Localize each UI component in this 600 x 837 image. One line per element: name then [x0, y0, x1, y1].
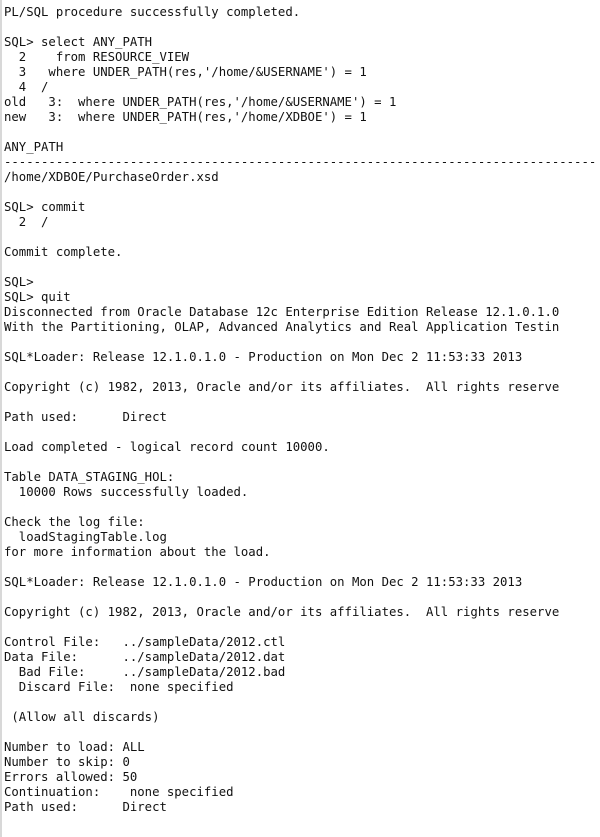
terminal-line: new 3: where UNDER_PATH(res,'/home/XDBOE') = 1 — [4, 110, 367, 124]
terminal-line — [4, 620, 596, 635]
terminal-line: SQL> select ANY_PATH — [4, 35, 153, 49]
terminal-line: SQL> commit — [4, 200, 86, 214]
terminal-line — [4, 335, 596, 350]
terminal-line: PL/SQL procedure successfully completed. — [4, 5, 301, 19]
terminal-line — [4, 455, 596, 470]
terminal-line: /home/XDBOE/PurchaseOrder.xsd — [4, 170, 219, 184]
terminal-line — [4, 395, 596, 410]
terminal-line: Path used: Direct — [4, 800, 167, 814]
terminal-line — [4, 815, 596, 830]
terminal-line: Number to skip: 0 — [4, 755, 130, 769]
terminal-line — [4, 725, 596, 740]
terminal-line — [4, 590, 596, 605]
terminal-line: Control File: ../sampleData/2012.ctl — [4, 635, 286, 649]
terminal-line: Bad File: ../sampleData/2012.bad — [4, 665, 286, 679]
terminal-line: Load completed - logical record count 10000. — [4, 440, 330, 454]
terminal-line — [4, 425, 596, 440]
terminal-line: ANY_PATH — [4, 140, 64, 154]
terminal-line: Continuation: none specified — [4, 785, 234, 799]
terminal-line: Discard File: none specified — [4, 680, 234, 694]
terminal-line: 2 from RESOURCE_VIEW — [4, 50, 190, 64]
terminal-line: Commit complete. — [4, 245, 123, 259]
terminal-line — [4, 260, 596, 275]
terminal-line: -------------------------------------------------------------------------------- — [4, 155, 597, 169]
terminal-line: Check the log file: — [4, 515, 145, 529]
terminal-line — [4, 185, 596, 200]
terminal-line — [4, 500, 596, 515]
terminal-line: Table DATA_STAGING_HOL: — [4, 470, 175, 484]
terminal-line — [4, 230, 596, 245]
terminal-line — [4, 125, 596, 140]
terminal-line: SQL*Loader: Release 12.1.0.1.0 - Production on Mon Dec 2 11:53:33 2013 — [4, 575, 523, 589]
terminal-line: SQL> quit — [4, 290, 71, 304]
terminal-line: old 3: where UNDER_PATH(res,'/home/&USERNAME') = 1 — [4, 95, 397, 109]
terminal-line: 3 where UNDER_PATH(res,'/home/&USERNAME') = 1 — [4, 65, 367, 79]
terminal-line: Number to load: ALL — [4, 740, 145, 754]
terminal-line — [4, 20, 596, 35]
terminal-line: 10000 Rows successfully loaded. — [4, 485, 249, 499]
terminal-line — [4, 560, 596, 575]
terminal-line: Copyright (c) 1982, 2013, Oracle and/or its affiliates. All rights reserve — [4, 380, 560, 394]
terminal-line — [4, 365, 596, 380]
terminal-line: SQL*Loader: Release 12.1.0.1.0 - Production on Mon Dec 2 11:53:33 2013 — [4, 350, 523, 364]
terminal-line: Path used: Direct — [4, 410, 167, 424]
terminal-line: SQL> — [4, 275, 34, 289]
terminal-line: Data File: ../sampleData/2012.dat — [4, 650, 286, 664]
terminal-line: 2 / — [4, 215, 49, 229]
terminal-line — [4, 695, 596, 710]
terminal-line: Errors allowed: 50 — [4, 770, 138, 784]
terminal-line: loadStagingTable.log — [4, 530, 167, 544]
terminal-line: 4 / — [4, 80, 49, 94]
terminal-line: Copyright (c) 1982, 2013, Oracle and/or its affiliates. All rights reserve — [4, 605, 560, 619]
terminal-line: for more information about the load. — [4, 545, 271, 559]
terminal-output — [4, 5, 596, 830]
terminal-line: Disconnected from Oracle Database 12c Enterprise Edition Release 12.1.0.1.0 — [4, 305, 560, 319]
terminal-line: (Allow all discards) — [4, 710, 160, 724]
terminal-line: With the Partitioning, OLAP, Advanced Analytics and Real Application Testin — [4, 320, 560, 334]
